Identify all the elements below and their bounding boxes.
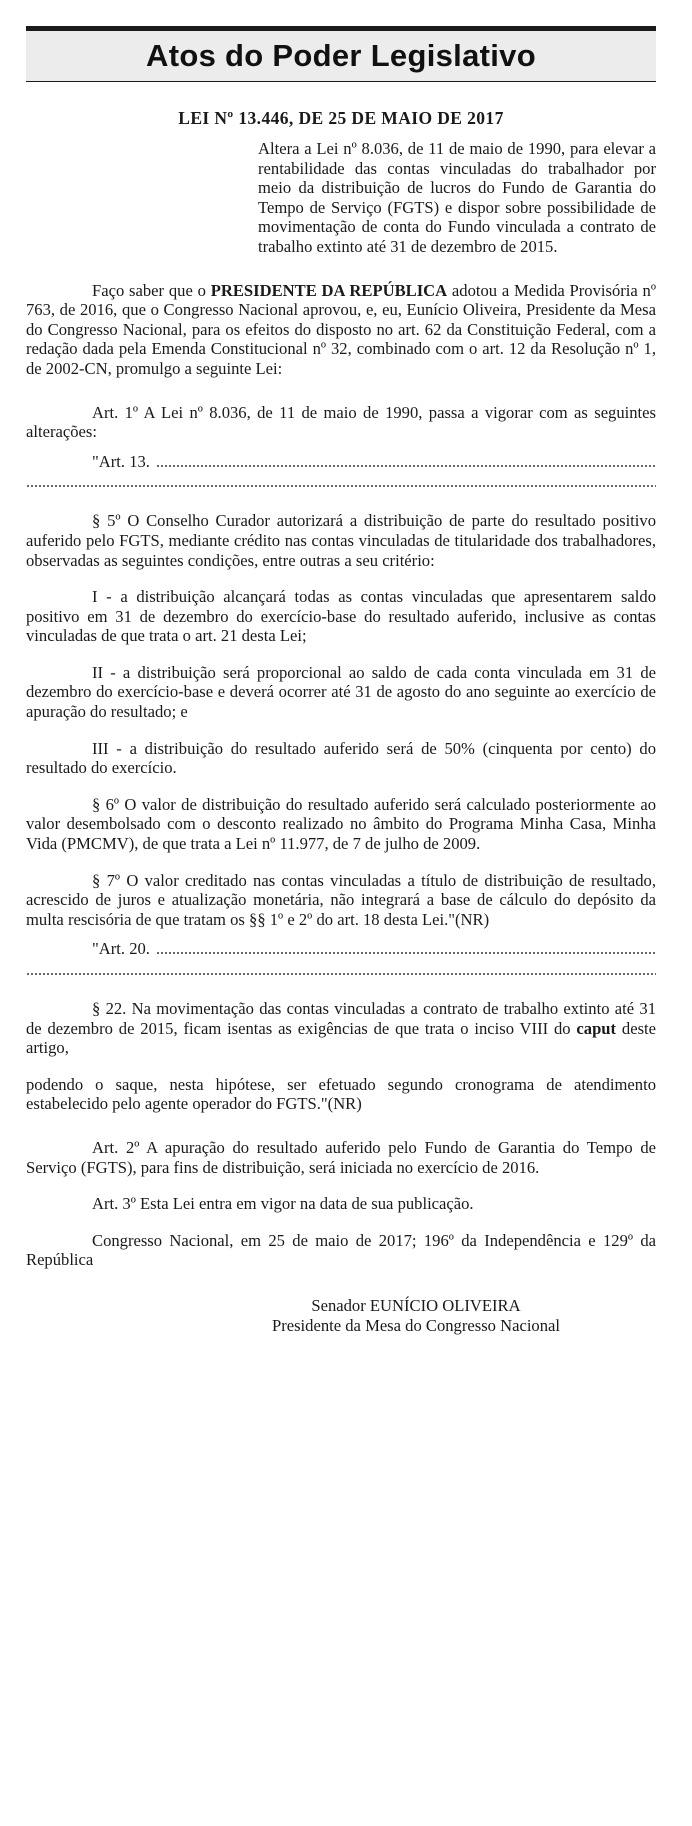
paragraph-22-bold-text: caput — [576, 1018, 617, 1038]
signatory-title: Senador — [311, 1295, 370, 1315]
article-20-line — [26, 939, 656, 959]
preamble-text-start: Faço saber que o — [92, 280, 211, 300]
paragraph-22-continuation: podendo o saque, nesta hipótese, ser efetuado segundo cronograma de atendimento estabelecido pelo agente operador do FGTS."(NR) — [26, 1074, 656, 1114]
item-ii: II - a distribuição será proporcional ao saldo de cada conta vinculada em 31 de dezembro do exercício-base e deverá ocorrer até 31 de agosto do ano seguinte ao exercício de apuração do resultado; e — [26, 662, 656, 722]
dot-leader — [156, 465, 656, 467]
paragraph-22 — [26, 999, 656, 1058]
section-header — [26, 26, 656, 82]
signatory-role: Presidente da Mesa do Congresso Nacional — [271, 1315, 561, 1335]
signatory-line — [176, 1296, 656, 1316]
dot-leader — [156, 952, 656, 954]
dot-leader-full — [26, 973, 656, 975]
paragraph-22-text-end: deste artigo, — [26, 1018, 657, 1058]
item-i: I - a distribuição alcançará todas as contas vinculadas que apresentarem saldo positivo em 31 de dezembro do exercício-base do resultado auferido, inclusive as contas vinculadas de que trata o art. 21 desta Lei; — [26, 587, 656, 646]
article-13-label: "Art. 13. — [92, 451, 150, 471]
article-20-label: "Art. 20. — [92, 939, 150, 959]
item-iii: III - a distribuição do resultado auferido será de 50% (cinquenta por cento) do resultado do exercício. — [26, 738, 656, 778]
signature-block — [26, 1296, 656, 1335]
preamble-paragraph — [26, 281, 656, 379]
paragraph-22-text-start: § 22. Na movimentação das contas vinculadas a contrato de trabalho extinto até 31 de dezembro de 2015, ficam isentas as exigências de que trata o inciso VIII do — [26, 999, 656, 1038]
document-page — [0, 26, 692, 1826]
signatory-name: EUNÍCIO OLIVEIRA — [369, 1295, 521, 1315]
closing-date: Congresso Nacional, em 25 de maio de 2017; 196º da Independência e 129º da República — [26, 1230, 656, 1270]
section-title: Atos do Poder Legislativo — [146, 38, 536, 73]
paragraph-5: § 5º O Conselho Curador autorizará a distribuição de parte do resultado positivo auferido pelo FGTS, mediante crédito nas contas vinculadas de titularidade dos trabalhadores, observadas as seguintes condições, entre outras a seu critério: — [26, 511, 656, 570]
preamble-bold-text: PRESIDENTE DA REPÚBLICA — [210, 280, 448, 300]
law-title: LEI Nº 13.446, DE 25 DE MAIO DE 2017 — [178, 108, 504, 128]
law-summary: Altera a Lei nº 8.036, de 11 de maio de 1990, para elevar a rentabilidade das contas vinculadas do trabalhador por meio da distribuição de lucros do Fundo de Garantia do Tempo de Serviço (FGTS) e dispor sobre possibilidade de movimentação de conta do Fundo vinculada a contrato de trabalho extinto até 31 de dezembro de 2015. — [258, 139, 656, 256]
article-2: Art. 2º A apuração do resultado auferido pelo Fundo de Garantia do Tempo de Serviço (FGTS), para fins de distribuição, será iniciada no exercício de 2016. — [26, 1137, 656, 1177]
paragraph-6: § 6º O valor de distribuição do resultado auferido será calculado posteriormente ao valor desembolsado com o desconto realizado no âmbito do Programa Minha Casa, Minha Vida (PMCMV), de que trata a Lei nº 11.977, de 7 de julho de 2009. — [26, 794, 656, 854]
paragraph-7: § 7º O valor creditado nas contas vinculadas a título de distribuição de resultado, acrescido de juros e atualização monetária, não integrará a base de cálculo do depósito da multa rescisória de que tratam os §§ 1º e 2º do art. 18 desta Lei."(NR) — [26, 870, 656, 929]
preamble-text-end: adotou a Medida Provisória nº 763, de 2016, que o Congresso Nacional aprovou, e, eu, Eunício Oliveira, Presidente da Mesa do Congresso Nacional, para os efeitos do disposto no art. 62 da Constituição Federal, com a redação dada pela Emenda Constitucional nº 32, combinado com o art. 12 da Resolução nº 1, de 2002-CN, promulgo a seguinte Lei: — [26, 280, 656, 378]
article-1: Art. 1º A Lei nº 8.036, de 11 de maio de 1990, passa a vigorar com as seguintes alterações: — [26, 402, 656, 442]
dot-leader-full — [26, 485, 656, 487]
article-3: Art. 3º Esta Lei entra em vigor na data de sua publicação. — [92, 1194, 474, 1214]
article-13-line — [26, 452, 656, 472]
